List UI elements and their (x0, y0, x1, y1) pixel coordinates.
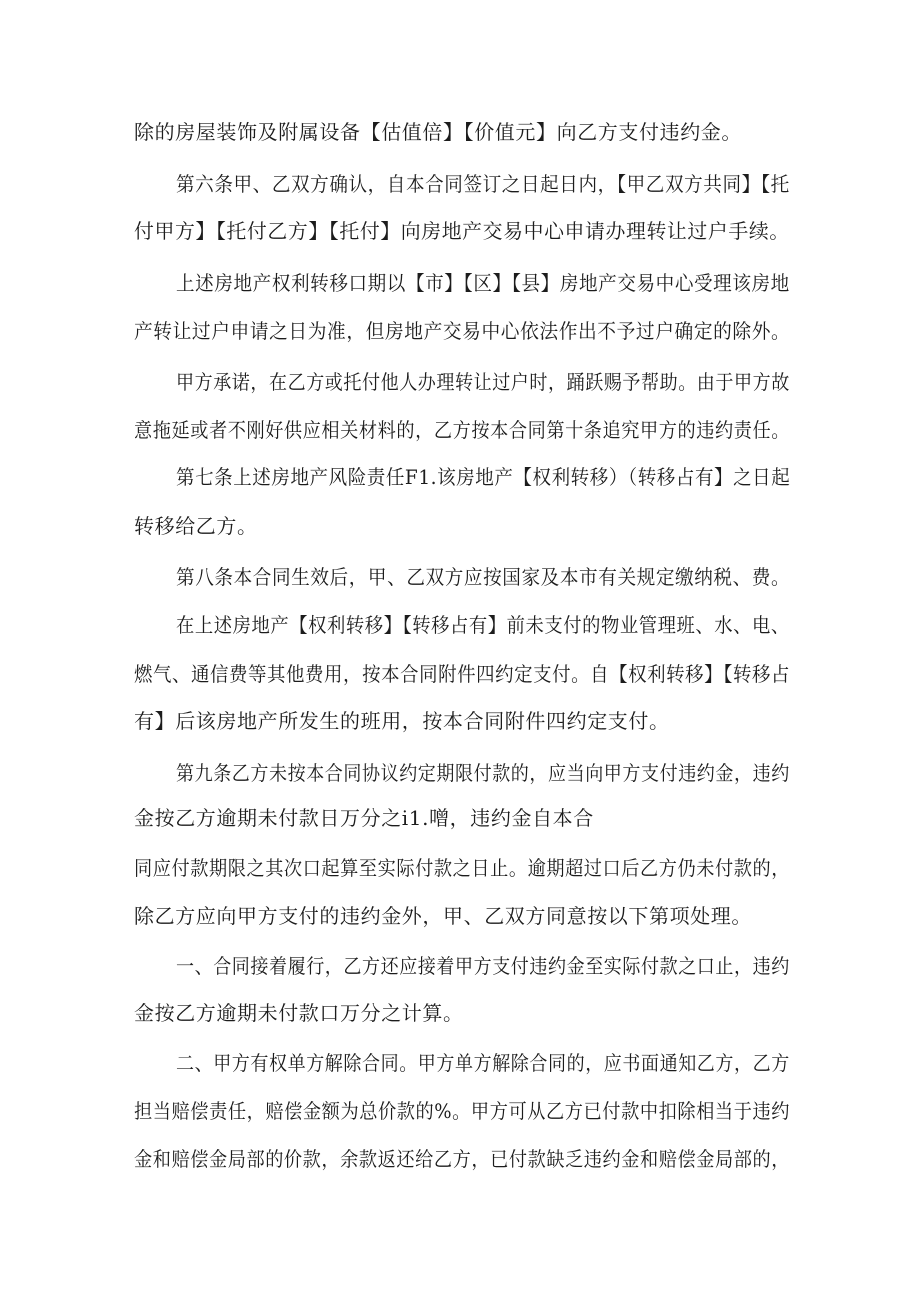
text-line: 第六条甲、乙双方确认，自本合同签订之日起日内，【甲乙双方共同】【托 (176, 172, 790, 196)
text-line: 第七条上述房地产风险责任F1.该房地产【权利转移）（转移占有】之日起 (176, 465, 791, 489)
text-line: 金按乙方逾期未付款日万分之i1.噌，违约金自本合 (134, 806, 594, 830)
text-line: 金和赔偿金局部的价款，余款返还给乙方，已付款缺乏违约金和赔偿金局部的， (134, 1147, 790, 1171)
text-line: 付甲方】【托付乙方】【托付】向房地产交易中心申请办理转让过户手续。 (134, 219, 790, 243)
text-line: 上述房地产权利转移口期以【市】【区】【县】房地产交易中心受理该房地 (176, 271, 790, 295)
text-line: 转移给乙方。 (134, 514, 258, 538)
text-line: 有】后该房地产所发生的班用，按本合同附件四约定支付。 (134, 709, 670, 733)
text-line: 同应付款期限之其次口起算至实际付款之日止。逾期超过口后乙方仍未付款的， (134, 856, 790, 880)
text-line: 甲方承诺，在乙方或托付他人办理转让过户时，踊跃赐予帮助。由于甲方故 (176, 370, 790, 394)
text-line: 在上述房地产【权利转移】【转移占有】前未支付的物业管理班、水、电、 (176, 613, 790, 637)
text-line: 担当赔偿责任，赔偿金额为总价款的%。甲方可从乙方已付款中扣除相当于违约 (134, 1099, 791, 1123)
text-line: 燃气、通信费等其他费用，按本合同附件四约定支付。自【权利转移】【转移占 (134, 662, 790, 686)
text-line: 第八条本合同生效后，甲、乙双方应按国家及本市有关规定缴纳税、费。 (176, 565, 791, 589)
text-line: 第九条乙方未按本合同协议约定期限付款的，应当向甲方支付违约金，违约 (176, 761, 790, 785)
text-line: 一、合同接着履行，乙方还应接着甲方支付违约金至实际付款之口止，违约 (176, 954, 790, 978)
text-line: 除的房屋装饰及附属设备【估值倍】【价值元】向乙方支付违约金。 (134, 120, 742, 144)
text-line: 除乙方应向甲方支付的违约金外，甲、乙双方同意按以下第项处理。 (134, 904, 752, 928)
text-line: 意拖延或者不刚好供应相关材料的，乙方按本合同第十条追究甲方的违约责任。 (134, 418, 790, 442)
text-line: 金按乙方逾期未付款口万分之计算。 (134, 1001, 464, 1025)
text-line: 产转让过户申请之日为准，但房地产交易中心依法作出不予过户确定的除外。 (134, 319, 791, 343)
text-line: 二、甲方有权单方解除合同。甲方单方解除合同的，应书面通知乙方，乙方 (176, 1051, 790, 1075)
